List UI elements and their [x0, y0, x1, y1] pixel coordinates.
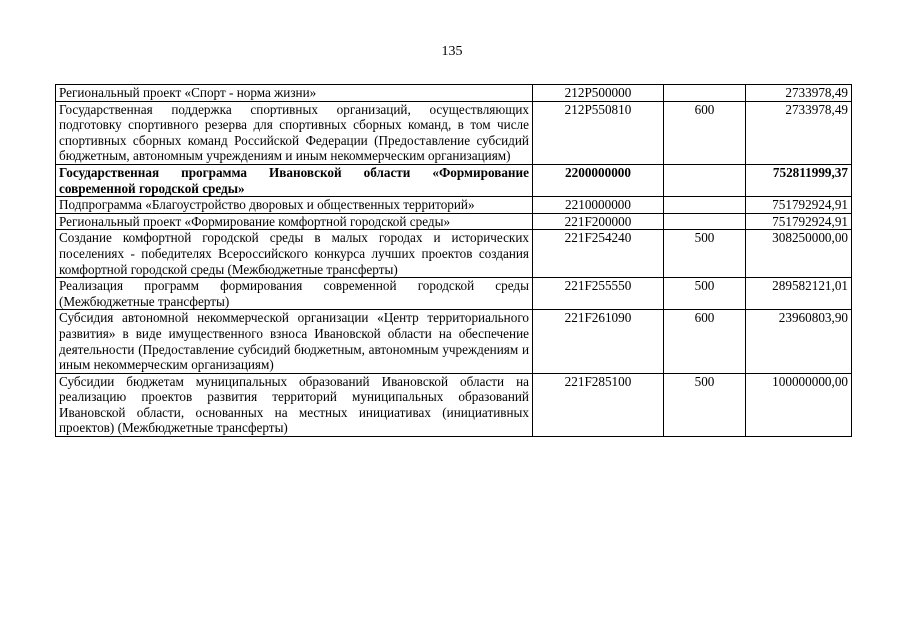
table-row: [56, 101, 852, 164]
table-row: [56, 213, 852, 230]
row-target-code: 2210000000: [533, 197, 664, 214]
row-name: Региональный проект «Спорт - норма жизни»: [56, 85, 533, 102]
row-name: Субсидии бюджетам муниципальных образований Ивановской области на реализацию проектов развития территорий муниципальных образований Ивановской области, основанных на местных инициативах (инициативных проектов) (Межбюджетные трансферты): [56, 373, 533, 436]
row-target-code: 221F261090: [533, 310, 664, 373]
row-expense-type: [664, 164, 746, 196]
row-name: Подпрограмма «Благоустройство дворовых и общественных территорий»: [56, 197, 533, 214]
row-expense-type: 500: [664, 278, 746, 310]
table-row: [56, 85, 852, 102]
row-target-code: 221F285100: [533, 373, 664, 436]
row-expense-type: 600: [664, 310, 746, 373]
row-name: Реализация программ формирования современной городской среды (Межбюджетные трансферты): [56, 278, 533, 310]
row-amount: 289582121,01: [746, 278, 852, 310]
row-name: Региональный проект «Формирование комфортной городской среды»: [56, 213, 533, 230]
row-target-code: 212P500000: [533, 85, 664, 102]
table-row: [56, 373, 852, 436]
row-expense-type: [664, 197, 746, 214]
table-row: [56, 310, 852, 373]
row-target-code: 221F200000: [533, 213, 664, 230]
row-amount: 23960803,90: [746, 310, 852, 373]
row-amount: 751792924,91: [746, 213, 852, 230]
row-target-code: 221F254240: [533, 230, 664, 278]
row-expense-type: 500: [664, 230, 746, 278]
row-amount: 752811999,37: [746, 164, 852, 196]
row-amount: 308250000,00: [746, 230, 852, 278]
budget-table: [55, 84, 852, 437]
row-target-code: 221F255550: [533, 278, 664, 310]
row-expense-type: [664, 213, 746, 230]
page-number: 135: [441, 44, 463, 59]
row-target-code: 2200000000: [533, 164, 664, 196]
row-target-code: 212P550810: [533, 101, 664, 164]
row-expense-type: 500: [664, 373, 746, 436]
table-row: [56, 230, 852, 278]
row-amount: 100000000,00: [746, 373, 852, 436]
row-expense-type: [664, 85, 746, 102]
row-name: Государственная программа Ивановской области «Формирование современной городской среды»: [56, 164, 533, 196]
row-expense-type: 600: [664, 101, 746, 164]
row-name: Субсидия автономной некоммерческой организации «Центр территориального развития» в виде имущественного взноса Ивановской области на обеспечение деятельности (Предоставление субсидий бюджетным, автономным учреждениям и иным некоммерческим организациям): [56, 310, 533, 373]
row-name: Государственная поддержка спортивных организаций, осуществляющих подготовку спортивного резерва для спортивных сборных команд, в том числе спортивных сборных команд Российской Федерации (Предоставление субсидий бюджетным, автономным учреждениям и иным некоммерческим организациям): [56, 101, 533, 164]
row-amount: 2733978,49: [746, 85, 852, 102]
row-amount: 751792924,91: [746, 197, 852, 214]
table-row: [56, 164, 852, 196]
table-row: [56, 278, 852, 310]
row-name: Создание комфортной городской среды в малых городах и исторических поселениях - победителях Всероссийского конкурса лучших проектов создания комфортной городской среды (Межбюджетные трансферты): [56, 230, 533, 278]
table-row: [56, 197, 852, 214]
row-amount: 2733978,49: [746, 101, 852, 164]
